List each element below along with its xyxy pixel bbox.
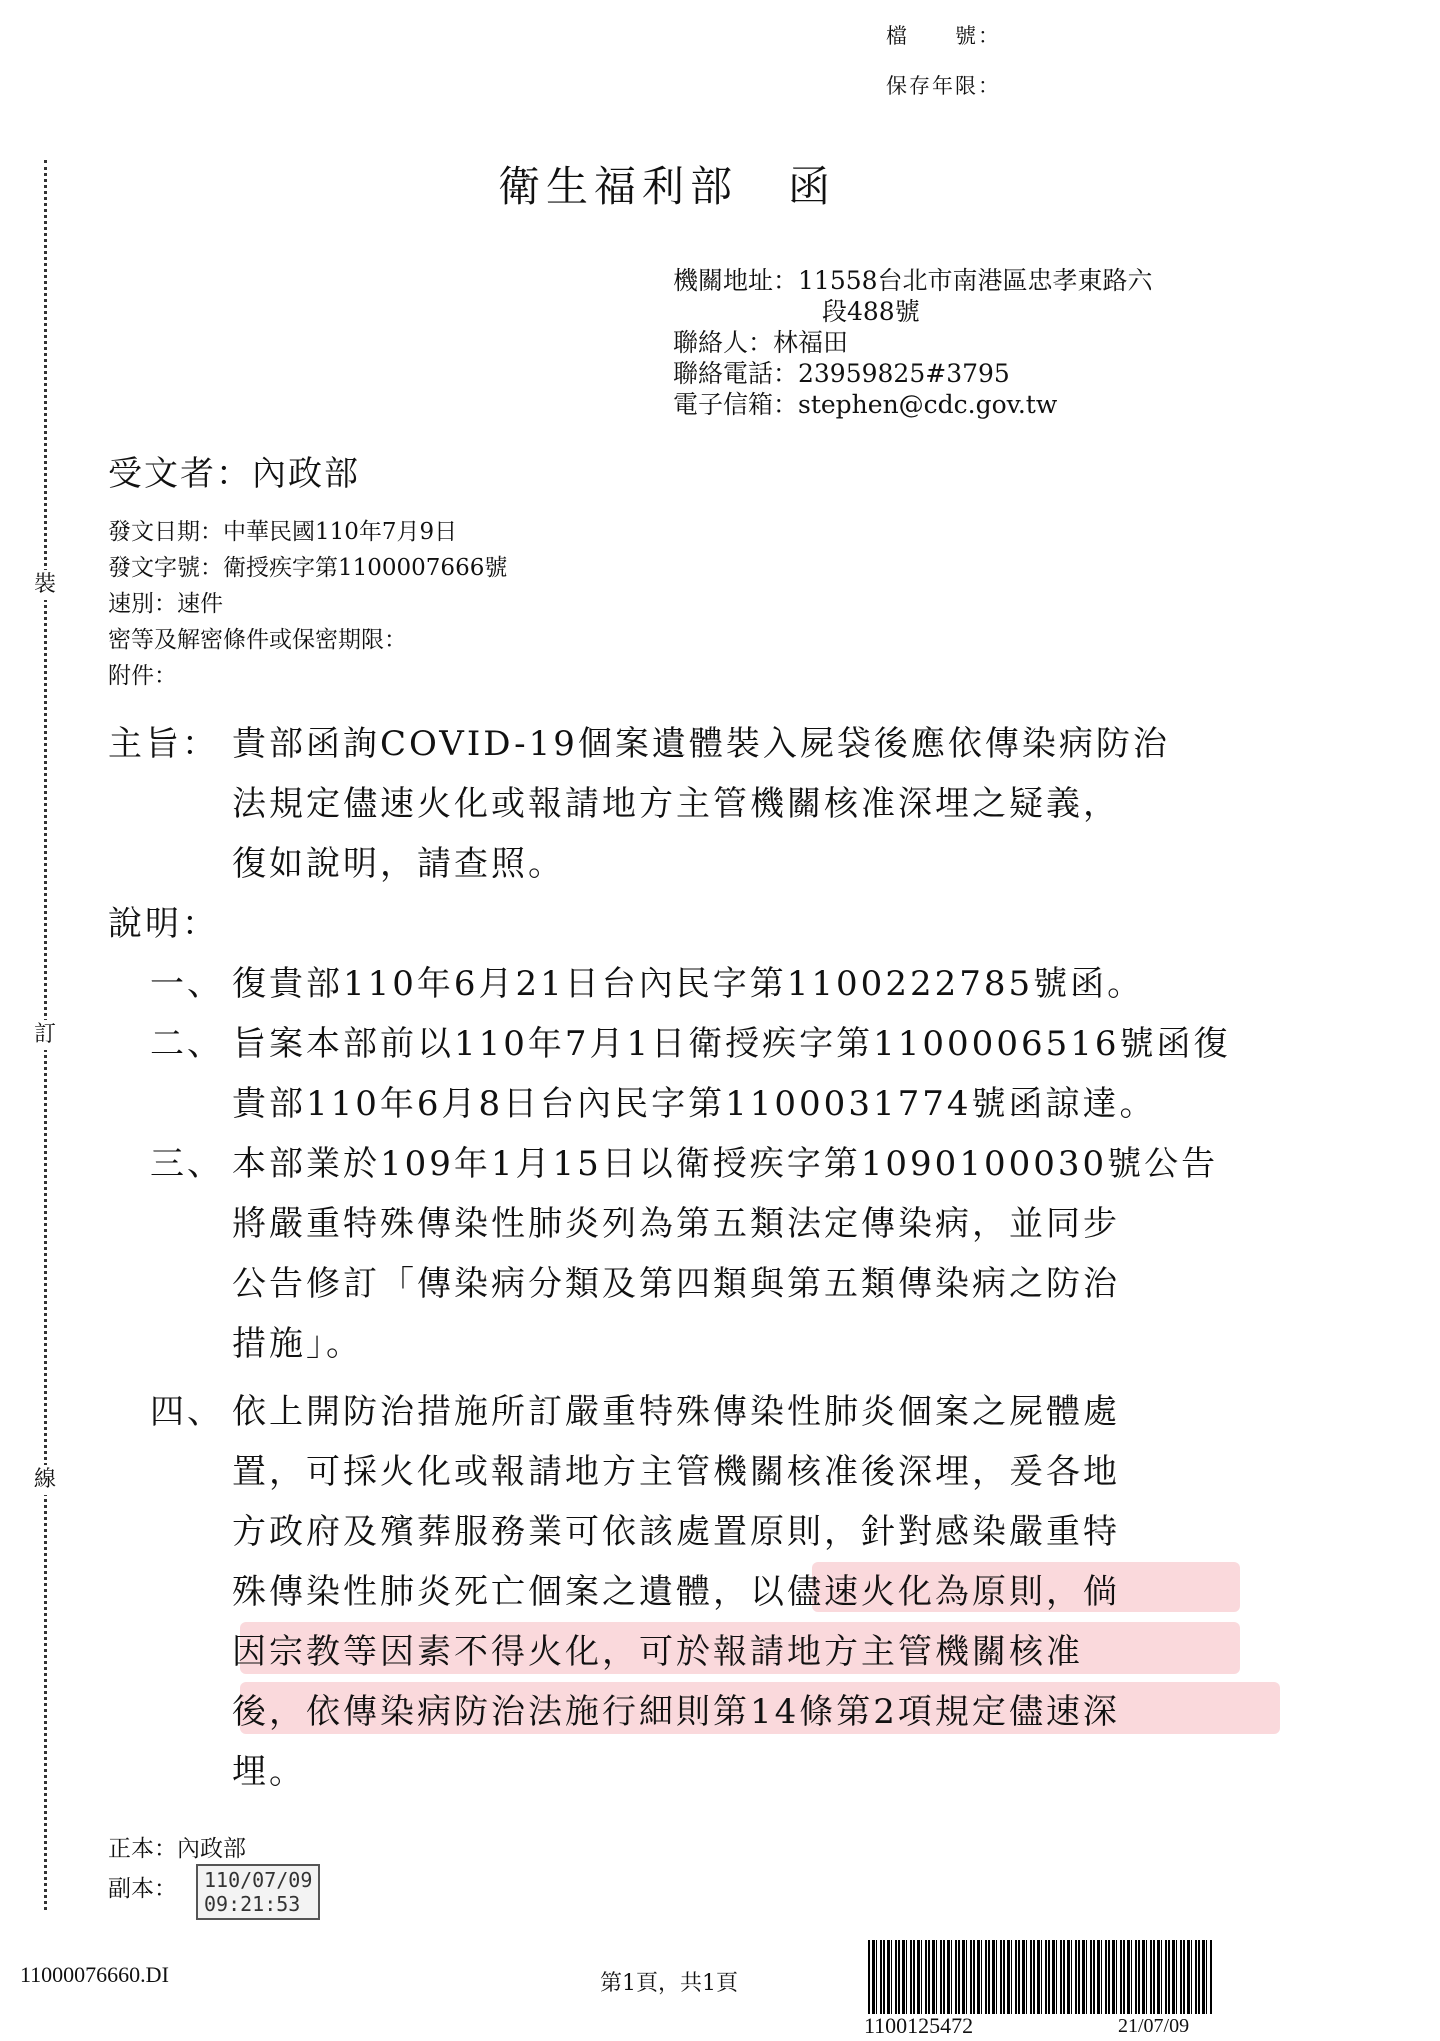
agency-contact: 聯絡人：林福田 (673, 328, 849, 357)
item-line: 後，依傳染病防治法施行細則第14條第2項規定儘速深 (232, 1692, 1120, 1732)
agency-address-label: 機關地址： (673, 266, 799, 295)
item-number: 四、 (150, 1392, 224, 1432)
subject-line: 復如說明，請查照。 (232, 844, 565, 884)
item-line: 方政府及殯葬服務業可依該處置原則，針對感染嚴重特 (232, 1512, 1120, 1552)
retention-label: 保存年限： (886, 74, 1001, 98)
subject-line: 貴部函詢COVID-19個案遺體裝入屍袋後應依傳染病防治 (232, 724, 1170, 764)
item-line: 本部業於109年1月15日以衛授疾字第1090100030號公告 (232, 1144, 1219, 1184)
agency-phone: 聯絡電話：23959825#3795 (673, 359, 1010, 388)
attachment: 附件： (108, 663, 177, 689)
item-line: 埋。 (232, 1752, 306, 1792)
recipient: 受文者：內政部 (108, 454, 360, 494)
item-line: 公告修訂「傳染病分類及第四類與第五類傳染病之防治 (232, 1264, 1120, 1304)
stamp-time: 09:21:53 (204, 1892, 301, 1916)
subject-label: 主旨： (108, 724, 219, 764)
barcode-number: 1100125472 (864, 2013, 974, 2038)
speed-class: 速別：速件 (108, 591, 223, 617)
doc-title (498, 154, 836, 214)
agency-address-line1: 11558台北市南港區忠孝東路六 (798, 266, 1153, 295)
file-no-label: 檔 號： (886, 24, 1001, 48)
agency-email: 電子信箱：stephen@cdc.gov.tw (673, 390, 1058, 419)
distribution-original: 正本：內政部 (108, 1836, 246, 1862)
doc-title-org: 衛生福利部 (498, 162, 739, 211)
issue-number: 發文字號：衛授疾字第1100007666號 (108, 555, 508, 581)
subject-line: 法規定儘速火化或報請地方主管機關核准深埋之疑義， (232, 784, 1120, 824)
item-line: 貴部110年6月8日台內民字第1100031774號函諒達。 (232, 1084, 1157, 1124)
issue-date: 發文日期：中華民國110年7月9日 (108, 519, 458, 545)
stamp-date: 110/07/09 (204, 1868, 313, 1892)
item-number: 一、 (150, 964, 224, 1004)
doc-title-type: 函 (788, 162, 837, 211)
item-number: 三、 (150, 1144, 224, 1184)
binding-char-ding: 訂 (30, 1020, 60, 1050)
item-line: 措施」。 (232, 1324, 363, 1364)
page-indicator: 第1頁，共1頁 (600, 1971, 738, 1996)
barcode-date: 21/07/09 (1118, 2015, 1190, 2037)
explanation-label: 說明： (108, 904, 219, 944)
item-line: 旨案本部前以110年7月1日衛授疾字第1100006516號函復 (232, 1024, 1231, 1064)
item-line: 依上開防治措施所訂嚴重特殊傳染性肺炎個案之屍體處 (232, 1392, 1120, 1432)
item-line: 因宗教等因素不得火化，可於報請地方主管機關核准 (232, 1632, 1083, 1672)
agency-address-line2: 段488號 (822, 297, 920, 326)
barcode (868, 1940, 1213, 2014)
item-line: 殊傳染性肺炎死亡個案之遺體，以儘速火化為原則，倘 (232, 1572, 1120, 1612)
binding-char-xian: 線 (30, 1465, 60, 1495)
item-line: 置，可採火化或報請地方主管機關核准後深埋，爰各地 (232, 1452, 1120, 1492)
doc-id: 11000076660.DI (20, 1962, 169, 1987)
agency-address (673, 265, 1153, 296)
electronic-exchange-stamp (196, 1864, 320, 1920)
item-number: 二、 (150, 1024, 224, 1064)
item-line: 將嚴重特殊傳染性肺炎列為第五類法定傳染病，並同步 (232, 1204, 1120, 1244)
secrecy-level: 密等及解密條件或保密期限： (108, 627, 407, 653)
distribution-copy-label: 副本： (108, 1876, 177, 1902)
item-line: 復貴部110年6月21日台內民字第1100222785號函。 (232, 964, 1145, 1004)
binding-char-zhuang: 裝 (30, 570, 60, 600)
